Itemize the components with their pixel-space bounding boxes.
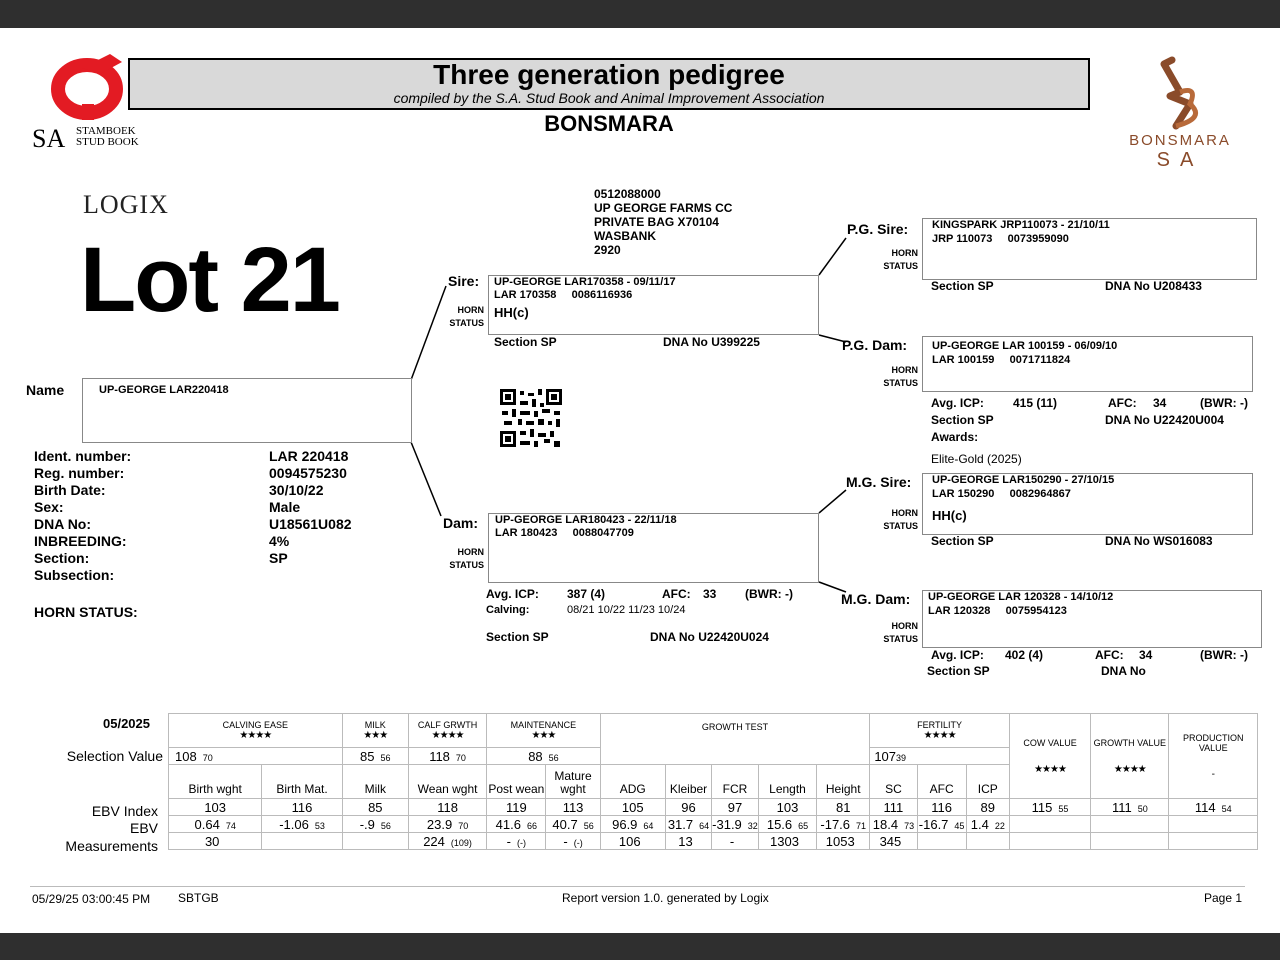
status-label: STATUS	[883, 261, 918, 271]
sel-calf-growth-value: 118	[429, 748, 450, 764]
sel-maintenance-acc: 56	[548, 752, 559, 763]
ebv-value: 23.9	[426, 816, 453, 832]
bonsmara-logo-line2: SA	[1156, 149, 1204, 171]
measurement-cell	[712, 833, 759, 850]
column-header: Birth wght	[169, 765, 262, 799]
group-maintenance	[487, 714, 600, 748]
sire-label: Sire:	[448, 273, 480, 289]
inbreeding-label: INBREEDING:	[34, 533, 127, 549]
ebv-value: -.9	[359, 816, 375, 832]
group-growth-test	[600, 714, 870, 765]
group-cow-value-label: COW VALUE	[1023, 737, 1077, 748]
ebv-cell	[600, 816, 665, 833]
sel-calf-growth	[408, 748, 486, 765]
sire-horn: HH(c)	[494, 305, 529, 320]
group-production-value	[1169, 714, 1258, 799]
index-cell: 111	[870, 799, 917, 816]
group-production-value-label: PRODUCTION VALUE	[1182, 732, 1244, 753]
ebv-value: -1.06	[279, 816, 309, 832]
footer-rule	[30, 886, 1245, 887]
mg-sire-dna: DNA No WS016083	[1105, 534, 1213, 548]
mg-dam-dna: DNA No	[1101, 664, 1146, 678]
growth-value-stars-icon: ★★★★	[1113, 763, 1146, 775]
ebv-cell	[817, 816, 870, 833]
qr-code-icon	[500, 389, 562, 447]
animal-name-box	[82, 378, 412, 443]
dam-afc: 33	[703, 587, 717, 601]
horn-label: HORN	[891, 365, 918, 375]
measurement-cell	[408, 833, 486, 850]
reg-label: Reg. number:	[34, 465, 125, 481]
pg-sire-label: P.G. Sire:	[847, 221, 909, 237]
status-label: STATUS	[883, 378, 918, 388]
sel-calf-growth-acc: 70	[455, 752, 466, 763]
measurement-cell	[546, 833, 600, 850]
sa-logo-line2: STUD BOOK	[76, 136, 139, 148]
animal-name: UP-GEORGE LAR220418	[99, 384, 229, 396]
value-empty-cell	[1169, 833, 1258, 850]
mg-dam-box	[922, 590, 1262, 648]
name-label: Name	[26, 382, 65, 398]
horn-label: HORN	[891, 621, 918, 631]
sel-maintenance	[487, 748, 600, 765]
measurement-cell	[966, 833, 1009, 850]
pg-dam-awards-label: Awards:	[931, 430, 979, 444]
mg-dam-section: Section SP	[927, 664, 990, 678]
value-empty-cell	[1009, 833, 1090, 850]
ebv-cell	[408, 816, 486, 833]
status-label: STATUS	[449, 318, 484, 328]
group-growth-value	[1091, 714, 1169, 799]
column-header: Kleiber	[665, 765, 711, 799]
sire-section: Section SP	[494, 335, 557, 349]
ebv-cell	[262, 816, 342, 833]
ebv-accuracy: 66	[526, 820, 537, 831]
index-cell: 116	[917, 799, 966, 816]
ident-value: LAR 220418	[269, 448, 349, 464]
ebv-table	[168, 713, 1258, 850]
group-milk	[342, 714, 408, 748]
column-header: Mature wght	[546, 765, 600, 799]
sire-box	[488, 275, 819, 335]
sire-line1: UP-GEORGE LAR170358 - 09/11/17	[494, 276, 676, 288]
mg-dam-avg-icp-label: Avg. ICP:	[931, 648, 984, 662]
value-empty-cell	[1009, 816, 1090, 833]
ident-label: Ident. number:	[34, 448, 132, 464]
ebv-value: 96.9	[612, 816, 638, 832]
measurement-value: -	[506, 833, 511, 849]
measurement-cell	[342, 833, 408, 850]
status-label: STATUS	[449, 560, 484, 570]
sel-milk-value: 85	[360, 748, 375, 764]
value-index-cell	[1169, 799, 1258, 816]
dam-calving-label: Calving:	[486, 604, 530, 616]
index-cell: 85	[342, 799, 408, 816]
measurement-cell	[169, 833, 262, 850]
measurement-value: -	[729, 833, 735, 849]
sel-maintenance-value: 88	[528, 748, 543, 764]
index-cell: 97	[712, 799, 759, 816]
status-label: STATUS	[883, 521, 918, 531]
ebv-accuracy: 73	[904, 820, 915, 831]
measurement-value: -	[563, 833, 568, 849]
ebv-value: -16.7	[918, 816, 949, 832]
ebv-cell	[758, 816, 816, 833]
page-title: Three generation pedigree	[433, 59, 785, 90]
measurement-cell	[870, 833, 917, 850]
measurements-row	[169, 833, 1258, 850]
value-index-accuracy: 54	[1221, 803, 1232, 814]
measurement-value: 106	[618, 833, 641, 849]
pg-sire-line2: JRP 110073 0073959090	[932, 233, 1069, 245]
measurement-value: 224	[423, 833, 445, 849]
dam-afc-label: AFC:	[662, 587, 691, 601]
calving-ease-stars-icon: ★★★★	[239, 730, 272, 741]
measurement-cell	[817, 833, 870, 850]
mg-sire-line1: UP-GEORGE LAR150290 - 27/10/15	[932, 474, 1115, 486]
calf-growth-stars-icon: ★★★★	[431, 730, 464, 741]
footer-report: Report version 1.0. generated by Logix	[562, 891, 769, 905]
index-cell: 118	[408, 799, 486, 816]
sex-value: Male	[269, 499, 301, 515]
value-index: 111	[1111, 799, 1132, 815]
row-label-measurements: Measurements	[65, 838, 158, 854]
dam-dna: DNA No U22420U024	[650, 630, 769, 644]
measurement-cell	[262, 833, 342, 850]
sa-logo-text: SA	[32, 124, 66, 153]
mg-dam-line2: LAR 120328 0075954123	[928, 605, 1067, 617]
mg-sire-section: Section SP	[931, 534, 994, 548]
dam-calving: 08/21 10/22 11/23 10/24	[567, 604, 686, 616]
lot-number: Lot 21	[80, 229, 339, 331]
column-header: Birth Mat.	[262, 765, 342, 799]
dam-horn-status-label	[444, 546, 484, 572]
sire-horn-status-label	[444, 304, 484, 330]
sire-line2: LAR 170358 0086116936	[494, 289, 633, 301]
horn-label: HORN	[457, 547, 484, 557]
status-label: STATUS	[883, 634, 918, 644]
pg-sire-line1: KINGSPARK JRP110073 - 21/10/11	[932, 219, 1110, 231]
ebv-cell	[870, 816, 917, 833]
measurement-cell	[487, 833, 546, 850]
section-label: Section:	[34, 550, 90, 566]
pg-dam-horn-status-label	[878, 364, 918, 390]
column-header: FCR	[712, 765, 759, 799]
pg-dam-avg-icp-label: Avg. ICP:	[931, 396, 984, 410]
value-empty-cell	[1169, 816, 1258, 833]
ebv-row	[169, 816, 1258, 833]
ebv-value: 18.4	[872, 816, 899, 832]
pg-sire-section: Section SP	[931, 279, 994, 293]
dam-line2: LAR 180423 0088047709	[495, 527, 634, 539]
sex-label: Sex:	[34, 499, 64, 515]
pg-dam-bwr: (BWR: -)	[1200, 396, 1248, 410]
index-cell: 96	[665, 799, 711, 816]
ebv-cell	[917, 816, 966, 833]
row-label-index: EBV Index	[91, 803, 158, 819]
dna-value: U18561U082	[269, 516, 352, 532]
measurement-value: 1303	[770, 833, 799, 849]
ebv-value: -17.6	[820, 816, 851, 832]
index-cell: 103	[758, 799, 816, 816]
column-header: Height	[817, 765, 870, 799]
mg-dam-horn-status-label	[878, 620, 918, 646]
ebv-accuracy: 45	[954, 820, 965, 831]
index-cell: 105	[600, 799, 665, 816]
ebv-accuracy: 64	[699, 820, 710, 831]
horn-label: HORN	[891, 508, 918, 518]
mg-sire-box	[922, 473, 1253, 535]
sel-fertility-acc: 39	[896, 752, 907, 763]
dam-box	[488, 513, 819, 583]
column-header: Length	[758, 765, 816, 799]
sel-fertility-value: 107	[874, 748, 897, 764]
animal-detail-labels	[34, 448, 131, 584]
ebv-accuracy: 70	[458, 820, 469, 831]
index-cell: 89	[966, 799, 1009, 816]
sel-fertility	[870, 748, 1010, 765]
ebv-accuracy: 65	[798, 820, 809, 831]
dam-label: Dam:	[443, 515, 479, 531]
group-fertility-label: FERTILITY	[917, 720, 963, 730]
group-growth-test-label: GROWTH TEST	[701, 722, 769, 732]
fertility-stars-icon: ★★★★	[923, 730, 956, 741]
ebv-value: 15.6	[766, 816, 793, 832]
sel-calving-ease	[169, 748, 343, 765]
mg-dam-line1: UP-GEORGE LAR 120328 - 14/10/12	[928, 591, 1114, 603]
column-header: AFC	[917, 765, 966, 799]
ebv-accuracy: 22	[994, 820, 1005, 831]
measurement-cell	[600, 833, 665, 850]
column-header: Post wean	[487, 765, 546, 799]
index-cell: 116	[262, 799, 342, 816]
pg-dam-dna: DNA No U22420U004	[1105, 413, 1224, 427]
breeder-name: UP GEORGE FARMS CC	[594, 201, 733, 215]
ebv-value: 31.7	[667, 816, 694, 832]
ebv-cell	[487, 816, 546, 833]
group-growth-value-label: GROWTH VALUE	[1093, 737, 1166, 748]
breeder-postcode: 2920	[594, 243, 621, 257]
mg-dam-avg-icp: 402 (4)	[1005, 648, 1044, 662]
group-calving-ease-label: CALVING EASE	[222, 720, 289, 730]
index-row	[169, 799, 1258, 816]
horn-status-label: HORN STATUS:	[34, 604, 138, 620]
ebv-accuracy: 53	[314, 820, 325, 831]
group-calf-growth	[408, 714, 486, 748]
sire-dna: DNA No U399225	[663, 335, 760, 349]
mg-dam-label: M.G. Dam:	[841, 591, 911, 607]
birth-date-value: 30/10/22	[269, 482, 324, 498]
ebv-cell	[546, 816, 600, 833]
measurement-cell	[665, 833, 711, 850]
column-header: Milk	[342, 765, 408, 799]
ebv-value: 1.4	[970, 816, 989, 832]
ebv-cell	[342, 816, 408, 833]
pg-dam-afc: 34	[1153, 396, 1167, 410]
group-milk-label: MILK	[364, 720, 386, 730]
pg-sire-dna: DNA No U208433	[1105, 279, 1202, 293]
mg-sire-horn: HH(c)	[932, 508, 967, 523]
ebv-value: 40.7	[552, 816, 578, 832]
mg-dam-afc-label: AFC:	[1095, 648, 1124, 662]
ebv-accuracy: 56	[380, 820, 391, 831]
value-index: 114	[1194, 799, 1216, 815]
horn-label: HORN	[457, 305, 484, 315]
index-cell: 119	[487, 799, 546, 816]
reg-value: 0094575230	[269, 465, 347, 481]
measurement-value: 1053	[825, 833, 855, 849]
mg-sire-label: M.G. Sire:	[846, 474, 912, 490]
sel-milk	[342, 748, 408, 765]
measurement-value: 345	[879, 833, 902, 849]
pg-dam-line1: UP-GEORGE LAR 100159 - 06/09/10	[932, 340, 1118, 352]
pg-dam-award: Elite-Gold (2025)	[931, 452, 1022, 466]
ebv-accuracy: 71	[856, 820, 867, 831]
index-cell: 81	[817, 799, 870, 816]
sel-milk-acc: 56	[380, 752, 391, 763]
dam-bwr: (BWR: -)	[745, 587, 793, 601]
logix-logo: LOGIX	[83, 190, 169, 219]
mg-dam-bwr: (BWR: -)	[1200, 648, 1248, 662]
value-index-accuracy: 55	[1058, 803, 1069, 814]
ebv-cell	[966, 816, 1009, 833]
breed-name: BONSMARA	[544, 111, 674, 136]
dam-section: Section SP	[486, 630, 549, 644]
mg-dam-afc: 34	[1139, 648, 1153, 662]
ebv-value: 41.6	[495, 816, 521, 832]
pg-dam-section: Section SP	[931, 413, 994, 427]
group-calving-ease	[169, 714, 343, 748]
birth-date-label: Birth Date:	[34, 482, 106, 498]
dna-label: DNA No:	[34, 516, 92, 532]
group-fertility	[870, 714, 1010, 748]
maintenance-stars-icon: ★★★	[531, 730, 556, 741]
column-header: ADG	[600, 765, 665, 799]
measurement-extra: (-)	[517, 837, 526, 848]
column-header: SC	[870, 765, 917, 799]
ebv-cell	[665, 816, 711, 833]
production-value-stars: -	[1211, 768, 1215, 780]
measurement-cell	[758, 833, 816, 850]
footer-page: Page 1	[1204, 891, 1243, 905]
dam-line1: UP-GEORGE LAR180423 - 22/11/18	[495, 514, 677, 526]
horn-label: HORN	[891, 248, 918, 258]
cow-value-stars-icon: ★★★★	[1034, 763, 1066, 775]
sel-calving-ease-acc: 70	[202, 752, 213, 763]
ebv-accuracy: 56	[583, 820, 594, 831]
column-header: ICP	[966, 765, 1009, 799]
pg-dam-afc-label: AFC:	[1108, 396, 1137, 410]
subsection-label: Subsection:	[34, 567, 115, 583]
ebv-value: 0.64	[194, 816, 220, 832]
index-cell: 103	[169, 799, 262, 816]
inbreeding-value: 4%	[269, 533, 290, 549]
ebv-accuracy: 74	[225, 820, 236, 831]
value-empty-cell	[1091, 833, 1169, 850]
value-empty-cell	[1091, 816, 1169, 833]
index-cell: 113	[546, 799, 600, 816]
measurement-extra: (109)	[450, 837, 472, 848]
value-index-cell	[1091, 799, 1169, 816]
footer-code: SBTGB	[178, 891, 219, 905]
ebv-value: -31.9	[712, 816, 742, 832]
group-calf-growth-label: CALF GRWTH	[417, 720, 478, 730]
pg-sire-box	[922, 218, 1257, 280]
breeder-address2: WASBANK	[594, 229, 656, 243]
mg-sire-horn-status-label	[878, 507, 918, 533]
pg-dam-line2: LAR 100159 0071711824	[932, 354, 1071, 366]
page-subtitle: compiled by the S.A. Stud Book and Animal Improvement Association	[393, 90, 825, 106]
pg-dam-box	[922, 336, 1253, 392]
bonsmara-logo-line1: BONSMARA	[1129, 132, 1231, 149]
column-header: Wean wght	[408, 765, 486, 799]
value-index: 115	[1031, 799, 1053, 815]
ebv-accuracy: 64	[643, 820, 654, 831]
milk-stars-icon: ★★★	[363, 730, 388, 741]
ebv-accuracy: 32	[747, 820, 758, 831]
sel-calving-ease-value: 108	[175, 748, 197, 764]
pg-dam-label: P.G. Dam:	[842, 337, 908, 353]
measurement-value: 30	[204, 833, 220, 849]
dam-avg-icp-label: Avg. ICP:	[486, 587, 539, 601]
group-maintenance-label: MAINTENANCE	[510, 720, 577, 730]
breeder-address1: PRIVATE BAG X70104	[594, 215, 719, 229]
mg-sire-line2: LAR 150290 0082964867	[932, 488, 1071, 500]
breeder-phone: 0512088000	[594, 187, 661, 201]
dam-avg-icp: 387 (4)	[567, 587, 606, 601]
ebv-date: 05/2025	[103, 716, 150, 731]
value-index-accuracy: 50	[1137, 803, 1148, 814]
ebv-group-row	[169, 714, 1258, 748]
ebv-cell	[712, 816, 759, 833]
row-label-ebv: EBV	[129, 820, 158, 836]
row-label-selection: Selection Value	[66, 748, 163, 764]
sa-logo-line1: STAMBOEK	[76, 125, 136, 137]
animal-detail-values	[269, 448, 352, 567]
group-cow-value	[1009, 714, 1090, 799]
footer-timestamp: 05/29/25 03:00:45 PM	[32, 892, 151, 906]
section-value: SP	[269, 550, 288, 566]
value-index-cell	[1009, 799, 1090, 816]
pg-sire-horn-status-label	[878, 247, 918, 273]
measurement-extra: (-)	[573, 837, 583, 848]
ebv-cell	[169, 816, 262, 833]
measurement-cell	[917, 833, 966, 850]
measurement-value: 13	[678, 833, 693, 849]
pg-dam-avg-icp: 415 (11)	[1013, 396, 1058, 410]
